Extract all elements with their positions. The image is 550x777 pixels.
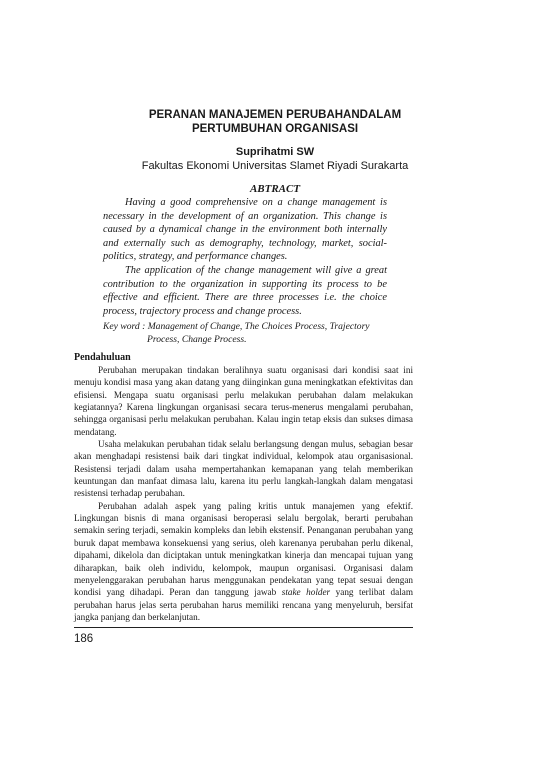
paper-title-line-1: PERANAN MANAJEMEN PERUBAHANDALAM — [148, 109, 402, 121]
author-name: Suprihatmi SW — [235, 146, 315, 158]
footer-divider — [74, 627, 413, 628]
body-italic-term: stake holder — [281, 587, 331, 598]
body-text-segment: Perubahan adalah aspek yang paling kritis untuk manajemen yang efektif. Lingkungan bisnis di mana organisasi beroperasi selalu bergolak, berarti perubahan semakin sering terjadi, semakin kompleks dan lebih ekstensif. Penanganan perubahan yang buruk dapat membawa konsekuensi yang serius, oleh karenanya perubahan perlu dikenal, dipahami, dikelola dan diciptakan untuk meningkatkan kinerja dan mencapai tujuan yang diharapkan, baik oleh individu, kelompok, maupun organisasi. Organisasi dalam menyelenggarakan perubahan harus menggunakan pendekatan yang tepat sesuai dengan kondisi yang dihadapi. Peran dan tanggung jawab — [74, 500, 413, 598]
paper-title-line-2: PERTUMBUHAN ORGANISASI — [191, 123, 359, 135]
paper-title — [0, 108, 550, 136]
keywords-label: Key word : — [103, 321, 148, 332]
abstract-body — [103, 196, 387, 318]
abstract-paragraph: Having a good comprehensive on a change management is necessary in the development of an organization. This change is caused by a dynamical change in the environment both internally and externally such as demography, technology, market, social-politics, strategy, and performance changes. — [103, 197, 387, 263]
keywords-line-2: Process, Change Process. — [147, 334, 247, 345]
body-paragraph: Perubahan merupakan tindakan beralihnya suatu organisasi dari kondisi saat ini menuju kondisi masa yang akan datang yang diinginkan guna meningkatkan efektivitas dan efisiensi. Mengapa suatu organisasi perlu melakukan perubahan dalam melakukan kegiatannya? Karena lingkungan organisasi secara terus-menerus mengalami perubahan, sehingga organisasi perlu melakukan perubahan. Kalau ingin tetap eksis dan sukses dimasa mendatang. — [74, 365, 413, 437]
body-paragraph — [74, 500, 413, 623]
author-affiliation: Fakultas Ekonomi Universitas Slamet Riyadi Surakarta — [141, 160, 409, 172]
page-number: 186 — [74, 633, 94, 645]
abstract-heading: ABTRACT — [249, 183, 301, 195]
body-text — [74, 364, 413, 623]
body-text-segment: yang terlibat dalam perubahan harus jelas serta perubahan harus memiliki rencana yang menyeluruh, bersifat jangka panjang dan berkelanjutan. — [74, 587, 414, 622]
keywords-line-1: Management of Change, The Choices Process, Trajectory — [147, 321, 370, 332]
abstract-paragraph: The application of the change management will give a great contribution to the organization in supporting its process to be effective and efficient. There are three processes i.e. the choice process, trajectory process and change process. — [103, 264, 387, 317]
section-heading: Pendahuluan — [74, 352, 131, 363]
body-paragraph: Usaha melakukan perubahan tidak selalu berlangsung dengan mulus, sebagian besar akan menghadapi resistensi baik dari tingkat individual, kelompok atau organisasional. Resistensi terjadi dalam usaha mempertahankan kemapanan yang telah memberikan keuntungan dan manfaat dimasa lalu, karena itu perlu langkah-langkah dalam mengatasi resistensi terhadap perubahan. — [74, 439, 413, 499]
keywords — [103, 320, 395, 346]
